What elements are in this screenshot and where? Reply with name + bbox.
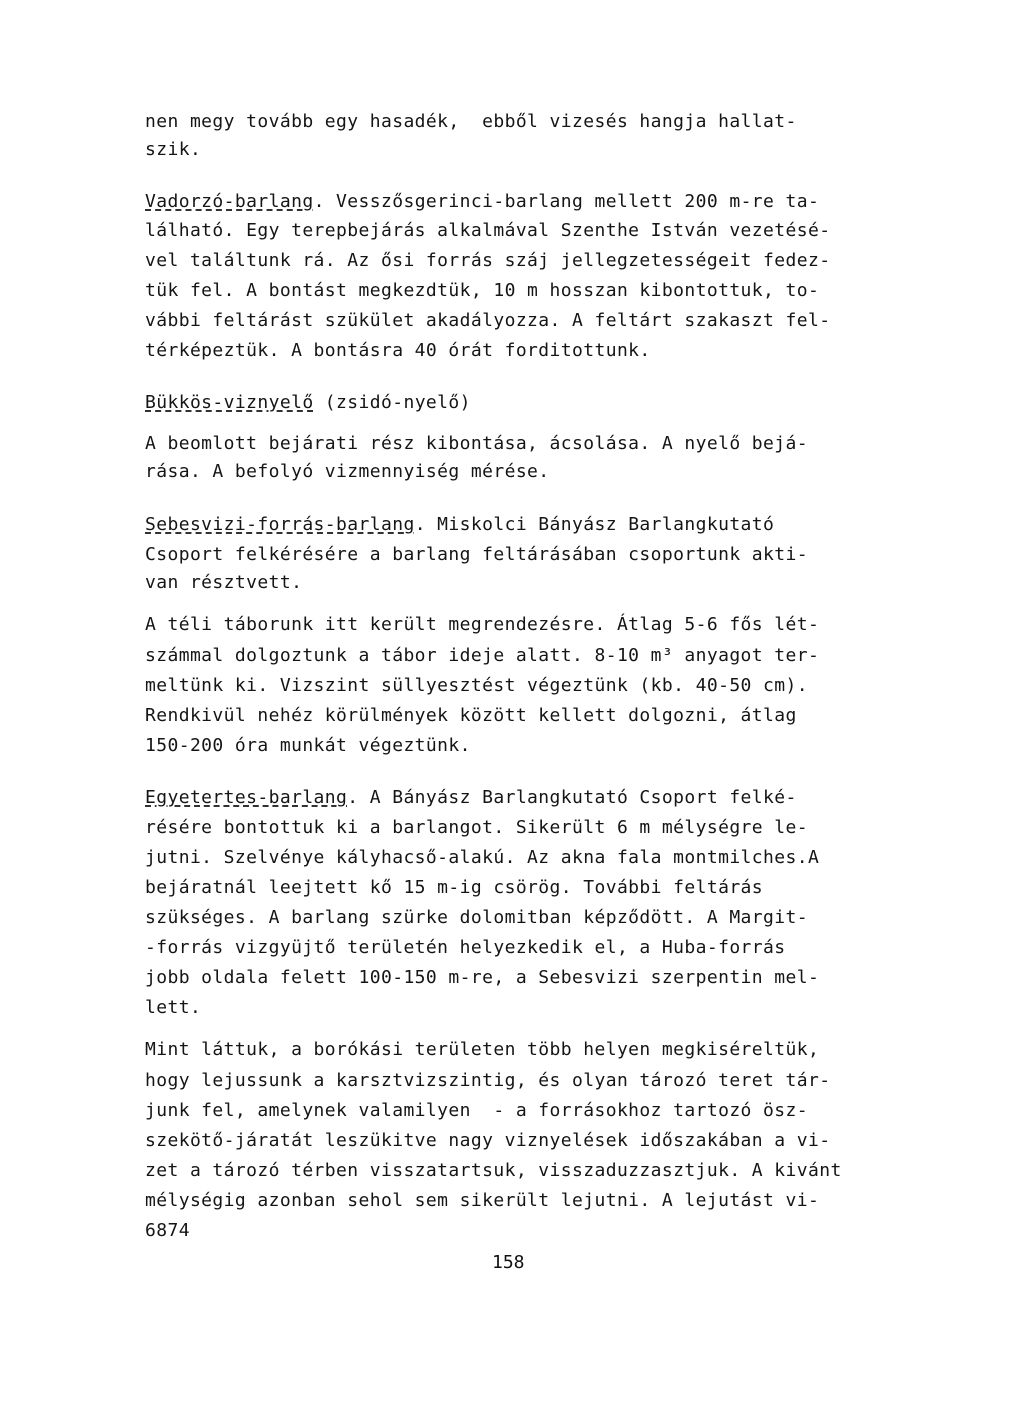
text-line: meltünk ki. Vizszint süllyesztést végeztünk (kb. 40-50 cm). (145, 675, 808, 696)
text-line: számmal dolgoztunk a tábor ideje alatt. 8-10 m³ anyagot ter- (145, 645, 820, 666)
paragraph-heading-line (145, 514, 774, 536)
text-line: lett. (145, 997, 202, 1018)
text-line: szik. (145, 139, 202, 160)
text-line: junk fel, amelynek valamilyen - a forrásokhoz tartozó ösz- (145, 1100, 808, 1121)
text-line: jobb oldala felett 100-150 m-re, a Sebesvizi szerpentin mel- (145, 967, 820, 988)
text-line: Csoport felkérésére a barlang feltárásában csoportunk akti- (145, 544, 808, 565)
page-number: 158 (492, 1252, 525, 1273)
text-span: (zsidó-nyelő) (313, 392, 471, 413)
text-line: 150-200 óra munkát végeztünk. (145, 735, 471, 756)
text-line: mélységig azonban sehol sem sikerült lejutni. A lejutást vi- (145, 1190, 820, 1211)
paragraph-heading-line (145, 191, 819, 213)
text-line: vábbi feltárást szükület akadályozza. A feltárt szakaszt fel- (145, 310, 831, 331)
text-line: Rendkivül nehéz körülmények között kellett dolgozni, átlag (145, 705, 797, 726)
paragraph-heading-line (145, 392, 471, 414)
text-line: zet a tározó térben visszatartsuk, visszaduzzasztjuk. A kivánt (145, 1160, 842, 1181)
section-heading: Vadorzó-barlang (145, 191, 314, 212)
text-span: . Miskolci Bányász Barlangkutató (414, 514, 775, 535)
section-heading: Egyetertes-barlang (145, 787, 348, 808)
text-line: rása. A befolyó vizmennyiség mérése. (145, 461, 550, 482)
text-line: A beomlott bejárati rész kibontása, ácsolása. A nyelő bejá- (145, 433, 808, 454)
text-line: szekötő-járatát leszükitve nagy viznyelések időszakában a vi- (145, 1130, 831, 1151)
text-span: . Vesszősgerinci-barlang mellett 200 m-re ta- (313, 191, 820, 212)
text-line: vel találtunk rá. Az ősi forrás száj jellegzetességeit fedez- (145, 250, 831, 271)
text-line: A téli táborunk itt került megrendezésre. Átlag 5-6 fős lét- (145, 614, 820, 635)
text-line: van résztvett. (145, 572, 303, 593)
text-line: szükséges. A barlang szürke dolomitban képződött. A Margit- (145, 907, 808, 928)
text-line: hogy lejussunk a karsztvizszintig, és olyan tározó teret tár- (145, 1070, 831, 1091)
text-line: bejáratnál leejtett kő 15 m-ig csörög. További feltárás (145, 877, 764, 898)
section-heading: Bükkös-viznyelő (145, 392, 314, 413)
text-line: térképeztük. A bontásra 40 órát forditottunk. (145, 340, 651, 361)
text-line: lálható. Egy terepbejárás alkalmával Szenthe István vezetésé- (145, 220, 831, 241)
text-line: résére bontottuk ki a barlangot. Sikerült 6 m mélységre le- (145, 817, 808, 838)
section-heading: Sebesvizi-forrás-barlang (145, 514, 415, 535)
text-line: -forrás vizgyüjtő területén helyezkedik el, a Huba-forrás (145, 937, 786, 958)
text-line: Mint láttuk, a borókási területen több helyen megkiséreltük, (145, 1039, 820, 1060)
paragraph-heading-line (145, 787, 797, 809)
text-line: tük fel. A bontást megkezdtük, 10 m hosszan kibontottuk, to- (145, 280, 820, 301)
text-line: jutni. Szelvénye kályhacső-alakú. Az akna fala montmilches.A (145, 847, 820, 868)
text-line: 6874 (145, 1220, 190, 1241)
text-span: . A Bányász Barlangkutató Csoport felké- (347, 787, 797, 808)
text-line: nen megy tovább egy hasadék, ebből vizesés hangja hallat- (145, 111, 797, 132)
